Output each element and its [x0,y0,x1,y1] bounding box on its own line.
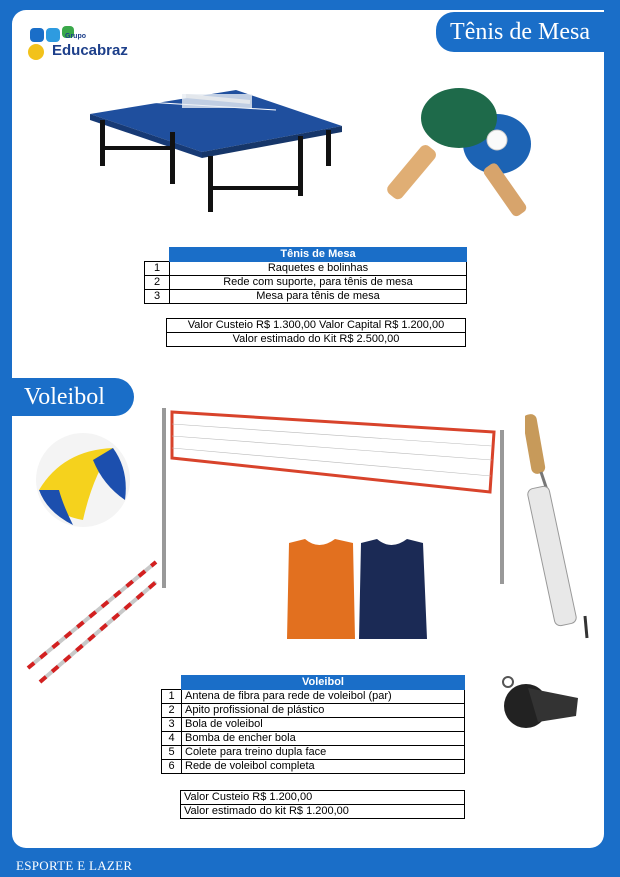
item-number: 6 [162,760,182,774]
table-row [162,732,465,746]
item-description: Rede com suporte, para tênis de mesa [170,276,467,290]
item-number: 4 [162,732,182,746]
item-number: 2 [145,276,170,290]
volei-items-table [161,675,465,774]
value-line: Valor estimado do kit R$ 1.200,00 [181,805,465,819]
table-row [162,718,465,732]
tenis-items-table [144,247,467,304]
volei-table-header: Voleibol [182,676,465,690]
footer-label: ESPORTE E LAZER [16,858,133,873]
item-description: Apito profissional de plástico [182,704,465,718]
page-title: Tênis de Mesa [434,10,604,54]
training-vests-icon [283,535,431,643]
item-number: 2 [162,704,182,718]
item-number: 3 [162,718,182,732]
value-line: Valor Custeio R$ 1.300,00 Valor Capital R$ 1.200,00 [167,319,466,333]
volei-values-table [180,790,465,819]
table-row [145,276,467,290]
item-number: 1 [145,262,170,276]
item-description: Antena de fibra para rede de voleibol (par) [182,690,465,704]
table-row [145,290,467,304]
item-description: Colete para treino dupla face [182,746,465,760]
item-number: 3 [145,290,170,304]
tenis-table-header: Tênis de Mesa [170,248,467,262]
brand-name: Educabraz [52,42,128,59]
table-row [145,262,467,276]
table-row [162,746,465,760]
item-number: 1 [162,690,182,704]
value-line: Valor Custeio R$ 1.200,00 [181,791,465,805]
whistle-icon [498,670,582,732]
item-description: Bomba de encher bola [182,732,465,746]
item-description: Bola de voleibol [182,718,465,732]
item-description: Mesa para tênis de mesa [170,290,467,304]
ping-pong-table-icon [86,86,346,216]
brand-small-label: Grupo [65,33,86,40]
volleyball-icon [33,430,133,530]
tenis-values-table [166,318,466,347]
table-row [162,704,465,718]
paddles-and-ball-icon [385,84,550,234]
item-description: Rede de voleibol completa [182,760,465,774]
item-number: 5 [162,746,182,760]
ball-pump-icon [525,410,595,640]
item-description: Raquetes e bolinhas [170,262,467,276]
net-antenna-icon [24,556,164,686]
table-row [162,690,465,704]
table-row [162,760,465,774]
value-line: Valor estimado do Kit R$ 2.500,00 [167,333,466,347]
section-title-voleibol: Voleibol [12,378,134,416]
